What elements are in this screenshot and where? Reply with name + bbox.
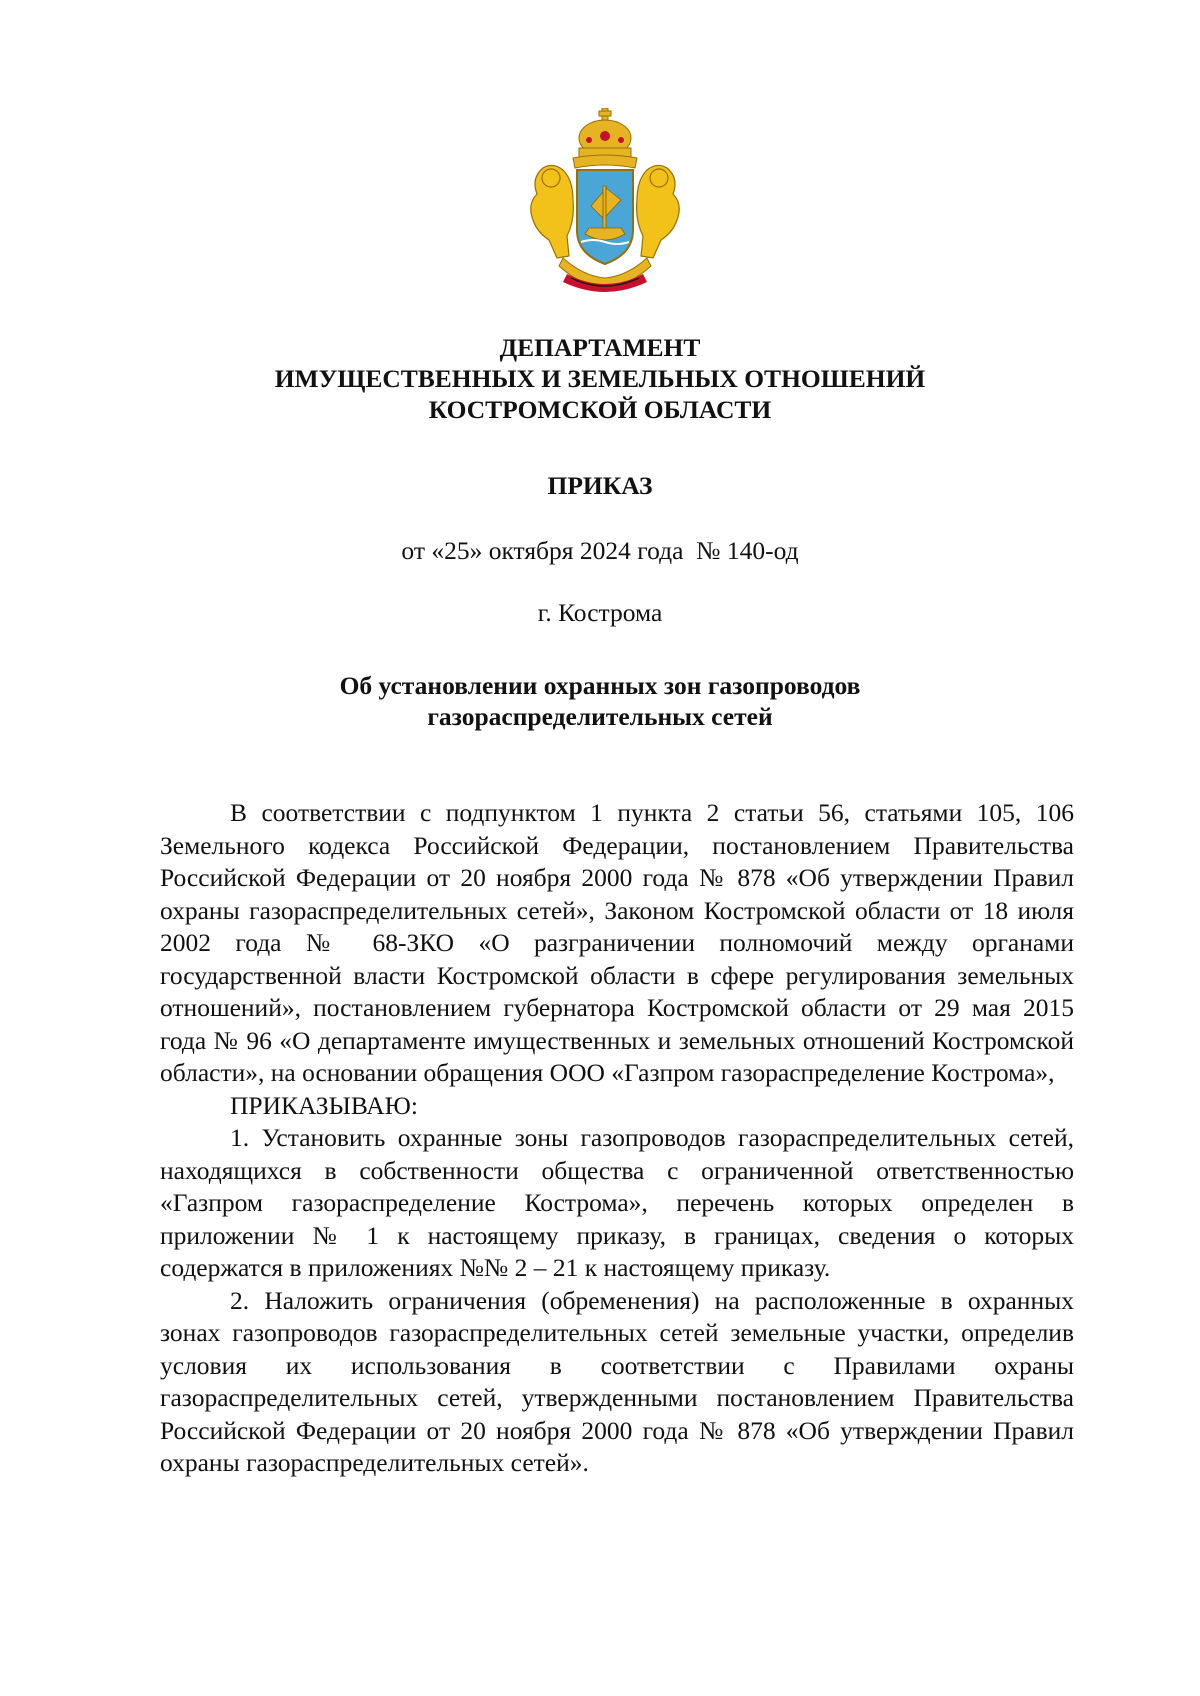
order-item-2: 2. Наложить ограничения (обременения) на расположенные в охранных зонах газопроводов газораспределительных сетей земельные участки, определив условия их использования в соответствии с Правилами охраны газораспределительных сетей, утвержденными постановлением Правительства Российской Федерации от 20 ноября 2000 года № 878 «Об утверждении Правил охраны газораспределительных сетей». (160, 1285, 1074, 1477)
department-header-line: ДЕПАРТАМЕНТ (499, 333, 701, 362)
date-and-number: от «25» октября 2024 года № 140-од (401, 536, 799, 565)
order-item-1: 1. Установить охранные зоны газопроводов газораспределительных сетей, находящихся в собственности общества с ограниченной ответственностью «Газпром газораспределение Кострома», перечень которых определен в приложении № 1 к настоящему приказу, в границах, сведения о которых содержатся в приложениях №№ 2 – 21 к настоящему приказу. (160, 1123, 1074, 1282)
directive: ПРИКАЗЫВАЮ: (230, 1090, 418, 1120)
document-type: ПРИКАЗ (547, 471, 653, 500)
city: г. Кострома (537, 598, 663, 627)
order-body (160, 797, 1074, 1480)
department-header (0, 332, 1200, 425)
preamble-paragraph: В соответствии с подпунктом 1 пункта 2 статьи 56, статьями 105, 106 Земельного кодекса Российской Федерации, постановлением Правительства Российской Федерации от 20 ноября 2000 года № 878 «Об утверждении Правил охраны газораспределительных сетей», Законом Костромской области от 18 июля 2002 года № 68-ЗКО «О разграничении полномочий между органами государственной власти Костромской области в сфере регулирования земельных отношений», постановлением губернатора Костромской области от 29 мая 2015 года № 96 «О департаменте имущественных и земельных отношений Костромской области», на основании обращения ООО «Газпром газораспределение Кострома», (160, 798, 1074, 1087)
kostroma-oblast-coat-of-arms-icon (523, 108, 687, 296)
order-subject-line: Об установлении охранных зон газопроводов (339, 671, 861, 700)
department-header-line: КОСТРОМСКОЙ ОБЛАСТИ (428, 395, 772, 424)
order-subject-line: газораспределительных сетей (427, 702, 773, 731)
order-subject (0, 670, 1200, 732)
department-header-line: ИМУЩЕСТВЕННЫХ И ЗЕМЕЛЬНЫХ ОТНОШЕНИЙ (274, 364, 926, 393)
